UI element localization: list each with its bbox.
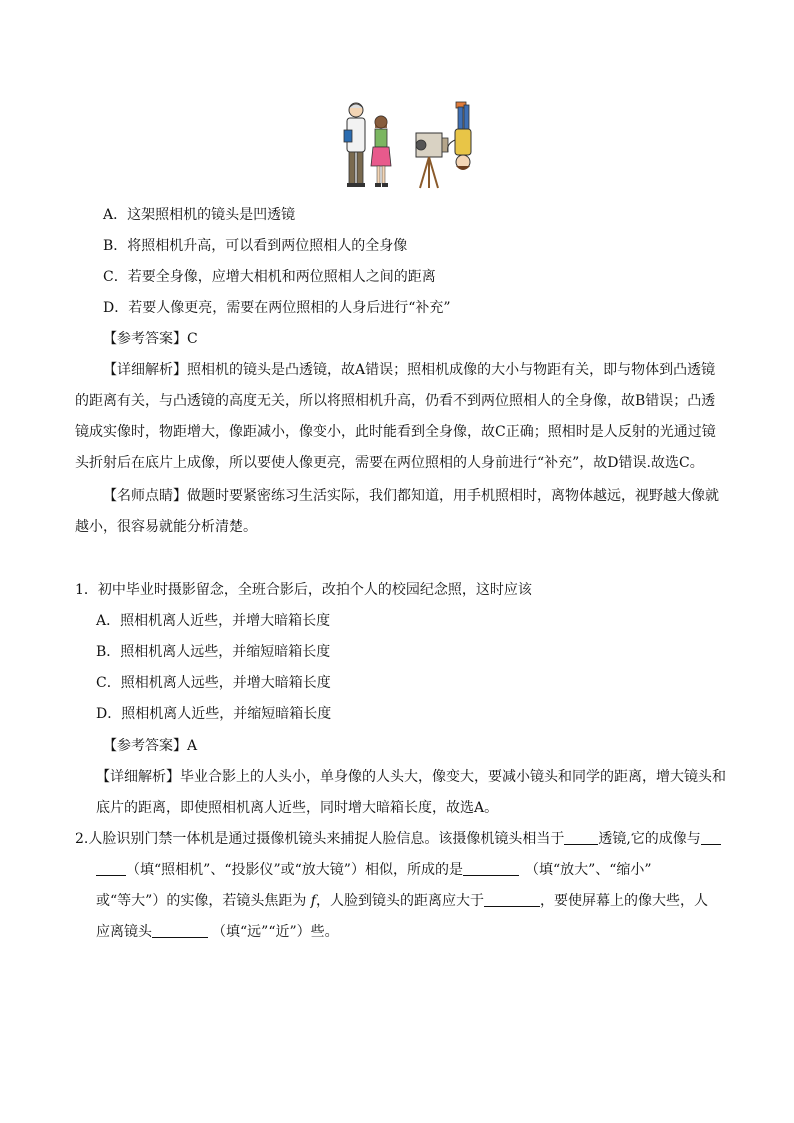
q2-blank-lens[interactable] bbox=[564, 830, 598, 845]
example-analysis-line-2: 的距离有关，与凸透镜的高度无关，所以将照相机升高，仍看不到两位照相人的全身像，故B错误；凸透 bbox=[75, 393, 716, 409]
q1-answer: 【参考答案】A bbox=[103, 738, 198, 754]
q1-analysis-line-2: 底片的距离，即使照相机离人近些，同时增大暗箱长度，故选A。 bbox=[96, 800, 499, 816]
q1-option-c: C．照相机离人远些，并增大暗箱长度 bbox=[96, 675, 331, 691]
q2-text-4a: 应离镜头 bbox=[96, 924, 152, 940]
q2-text-3b: ，人脸到镜头的距离应大于 bbox=[315, 893, 484, 909]
q2-line-1 bbox=[75, 829, 721, 849]
q2-text-2: （填“照相机”、“投影仪”或“放大镜”）相似，所成的是 bbox=[126, 862, 463, 878]
camera-illustration bbox=[336, 100, 486, 192]
example-option-d: D．若要人像更亮，需要在两位照相的人身后进行“补充” bbox=[103, 300, 451, 316]
q2-blank-device-start[interactable] bbox=[701, 830, 721, 845]
q2-line-3 bbox=[96, 891, 708, 911]
example-option-c: C．若要全身像，应增大相机和两位照相人之间的距离 bbox=[103, 269, 436, 285]
example-tip-line-1: 【名师点睛】做题时要紧密练习生活实际，我们都知道，用手机照相时，离物体越远，视野越大像就 bbox=[103, 488, 719, 504]
q1-stem: 1．初中毕业时摄影留念，全班合影后，改拍个人的校园纪念照，这时应该 bbox=[75, 582, 532, 598]
q2-text-1a: 2.人脸识别门禁一体机是通过摄像机镜头来捕捉人脸信息。该摄像机镜头相当于 bbox=[75, 831, 565, 847]
photographer-upside-down-figure bbox=[448, 102, 471, 170]
q2-blank-near-far[interactable] bbox=[152, 923, 208, 938]
q2-text-1b: 透镜,它的成像与 bbox=[598, 831, 701, 847]
example-answer: 【参考答案】C bbox=[103, 331, 198, 347]
example-analysis-line-1: 【详细解析】照相机的镜头是凸透镜，故A错误；照相机成像的大小与物距有关，即与物体到凸透镜 bbox=[103, 362, 716, 378]
q2-text-3a: 或“等大”）的实像，若镜头焦距为 bbox=[96, 893, 311, 909]
old-man-figure bbox=[344, 103, 365, 187]
q2-blank-device[interactable] bbox=[96, 861, 126, 876]
q1-option-b: B．照相机离人远些，并缩短暗箱长度 bbox=[96, 644, 331, 660]
example-option-a: A．这架照相机的镜头是凹透镜 bbox=[103, 207, 296, 223]
q1-analysis-line-1: 【详细解析】毕业合影上的人头小，单身像的人头大，像变大，要减小镜头和同学的距离，增大镜头和 bbox=[96, 769, 726, 785]
q1-option-a: A．照相机离人近些，并增大暗箱长度 bbox=[96, 613, 331, 629]
q2-focal-symbol: f bbox=[310, 893, 316, 909]
q2-text-3c: ，要使屏幕上的像大些，人 bbox=[539, 893, 708, 909]
girl-figure bbox=[371, 116, 391, 187]
q2-line-2 bbox=[96, 860, 652, 880]
example-analysis-line-4: 头折射后在底片上成像，所以要使人像更亮，需要在两位照相的人身前进行“补充”，故D错误.故选C。 bbox=[75, 455, 704, 471]
example-analysis-line-3: 镜成实像时，物距增大，像距减小，像变小，此时能看到全身像，故C正确；照相时是人反射的光通过镜 bbox=[75, 424, 716, 440]
q2-text-4b: （填“远”“近”）些。 bbox=[212, 924, 339, 940]
q2-line-4 bbox=[96, 922, 339, 942]
example-tip-line-2: 越小，很容易就能分析清楚。 bbox=[75, 519, 257, 535]
q2-blank-image-size[interactable] bbox=[463, 861, 519, 876]
example-option-b: B．将照相机升高，可以看到两位照相人的全身像 bbox=[103, 238, 408, 254]
camera-figure bbox=[416, 133, 448, 188]
q2-text-2b: （填“放大”、“缩小” bbox=[524, 862, 652, 878]
q2-blank-distance[interactable] bbox=[484, 892, 540, 907]
q1-option-d: D．照相机离人近些，并缩短暗箱长度 bbox=[96, 706, 332, 722]
